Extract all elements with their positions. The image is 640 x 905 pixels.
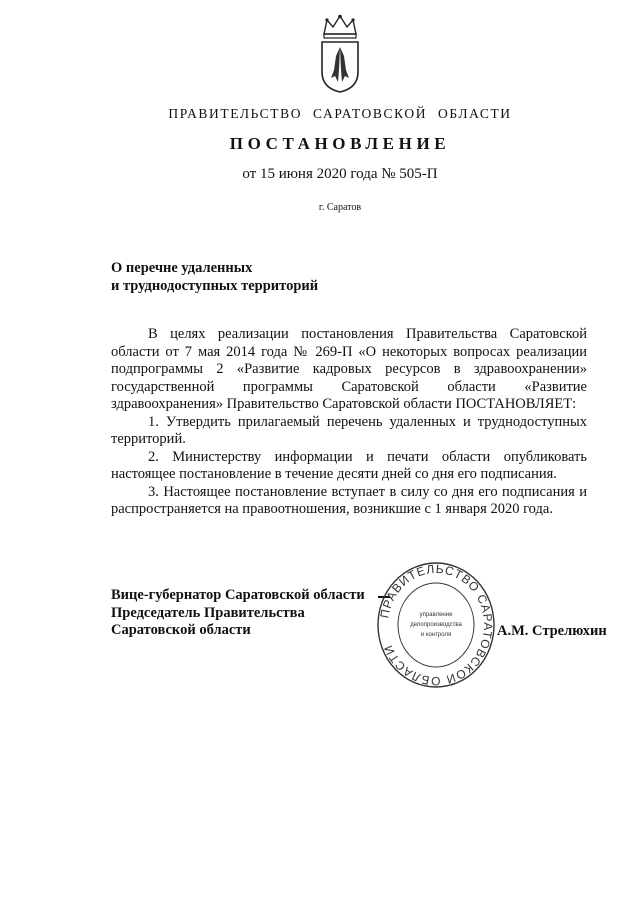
body-preamble: В целях реализации постановления Правительства Саратовской области от 7 мая 2014 года № 269-П «О некоторых вопросах реализации подпрограммы 2 «Развитие кадровых ресурсов в здравоохранении» государственной программы Саратовской области «Развитие здравоохранения» Правительство Саратовской области ПОСТАНОВЛЯЕТ: [111, 326, 587, 412]
signatory-title-line: Саратовской области [111, 622, 251, 638]
stamp-outer-text: ПРАВИТЕЛЬСТВО САРАТОВСКОЙ ОБЛАСТИ [377, 561, 496, 689]
document-type: ПОСТАНОВЛЕНИЕ [229, 134, 451, 153]
document-date-number: от 15 июня 2020 года № 505-П [242, 166, 438, 182]
subject-line: О перечне удаленных [111, 260, 253, 276]
official-stamp [376, 560, 496, 690]
document-subject [111, 259, 491, 295]
stamp-inner-line: и контроля [420, 632, 452, 638]
body-item-3: 3. Настоящее постановление вступает в силу со дня его подписания и распространяется на правоотношения, возникшие с 1 января 2020 года. [111, 483, 587, 517]
stamp-inner-line: управление [419, 612, 453, 618]
signatory-title [111, 587, 411, 640]
document-body [111, 326, 587, 519]
stamp-inner-line: делопроизводства [410, 622, 462, 628]
saratov-coat-of-arms-icon [318, 14, 362, 94]
signatory-name: А.М. Стрелюхин [497, 623, 607, 639]
signatory-title-line: Вице-губернатор Саратовской области [111, 587, 365, 603]
government-name: ПРАВИТЕЛЬСТВО САРАТОВСКОЙ ОБЛАСТИ [168, 106, 512, 121]
subject-line: и труднодоступных территорий [111, 278, 319, 294]
document-city: г. Саратов [318, 202, 362, 213]
body-item-1: 1. Утвердить прилагаемый перечень удаленных и труднодоступных территорий. [111, 413, 587, 447]
body-item-2: 2. Министерству информации и печати области опубликовать настоящее постановление в течение десяти дней со дня его подписания. [111, 448, 587, 482]
signatory-title-line: Председатель Правительства [111, 604, 305, 621]
